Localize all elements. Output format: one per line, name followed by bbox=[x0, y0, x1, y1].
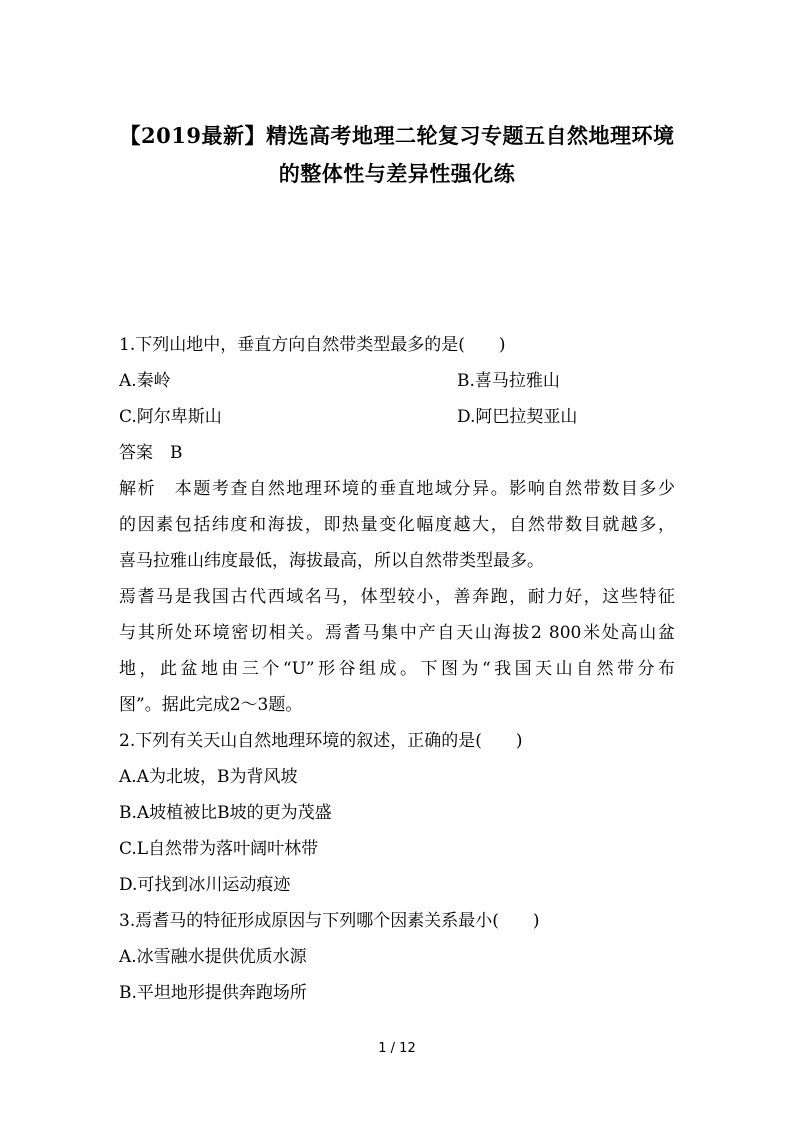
material-paragraph-line-3: 地，此盆地由三个“U”形谷组成。下图为“我国天山自然带分布 bbox=[119, 659, 675, 679]
question-1-options-row-1 bbox=[119, 369, 560, 393]
question-3-option-b: B.平坦地形提供奔跑场所 bbox=[119, 983, 307, 1003]
document-title-line-1: 【2019最新】精选高考地理二轮复习专题五自然地理环境 bbox=[119, 123, 675, 148]
question-2-option-d: D.可找到冰川运动痕迹 bbox=[119, 875, 291, 895]
question-2-option-b: B.A坡植被比B坡的更为茂盛 bbox=[119, 803, 332, 823]
question-3-stem: 3.焉耆马的特征形成原因与下列哪个因素关系最小( ) bbox=[119, 911, 540, 931]
question-3-option-a: A.冰雪融水提供优质水源 bbox=[119, 947, 307, 967]
question-1-option-b: B.喜马拉雅山 bbox=[457, 371, 560, 391]
question-2-stem: 2.下列有关天山自然地理环境的叙述，正确的是( ) bbox=[119, 731, 523, 751]
question-1-answer: 答案 B bbox=[119, 443, 183, 463]
question-2-option-c: C.L自然带为落叶阔叶林带 bbox=[119, 839, 319, 859]
question-1-option-c: C.阿尔卑斯山 bbox=[119, 407, 222, 427]
document-title-line-2: 的整体性与差异性强化练 bbox=[278, 161, 516, 186]
question-1-analysis-line-3: 喜马拉雅山纬度最低，海拔最高，所以自然带类型最多。 bbox=[119, 551, 544, 571]
material-paragraph-line-2: 与其所处环境密切相关。焉耆马集中产自天山海拔2 800米处高山盆 bbox=[119, 623, 675, 643]
question-1-stem: 1.下列山地中，垂直方向自然带类型最多的是( ) bbox=[119, 335, 506, 355]
question-1-options-row-2 bbox=[119, 405, 578, 429]
question-1-analysis-line-1: 解析 本题考查自然地理环境的垂直地域分异。影响自然带数目多少 bbox=[119, 479, 675, 499]
material-paragraph-line-4: 图”。据此完成2～3题。 bbox=[119, 695, 303, 715]
question-1-analysis-line-2: 的因素包括纬度和海拔，即热量变化幅度越大，自然带数目就越多， bbox=[119, 515, 675, 535]
material-paragraph-line-1: 焉耆马是我国古代西域名马，体型较小，善奔跑，耐力好，这些特征 bbox=[119, 587, 675, 607]
question-1-option-a: A.秦岭 bbox=[119, 371, 171, 391]
page-number: 1 / 12 bbox=[378, 1041, 416, 1056]
question-1-option-d: D.阿巴拉契亚山 bbox=[457, 407, 578, 427]
question-2-option-a: A.A为北坡，B为背风坡 bbox=[119, 767, 298, 787]
